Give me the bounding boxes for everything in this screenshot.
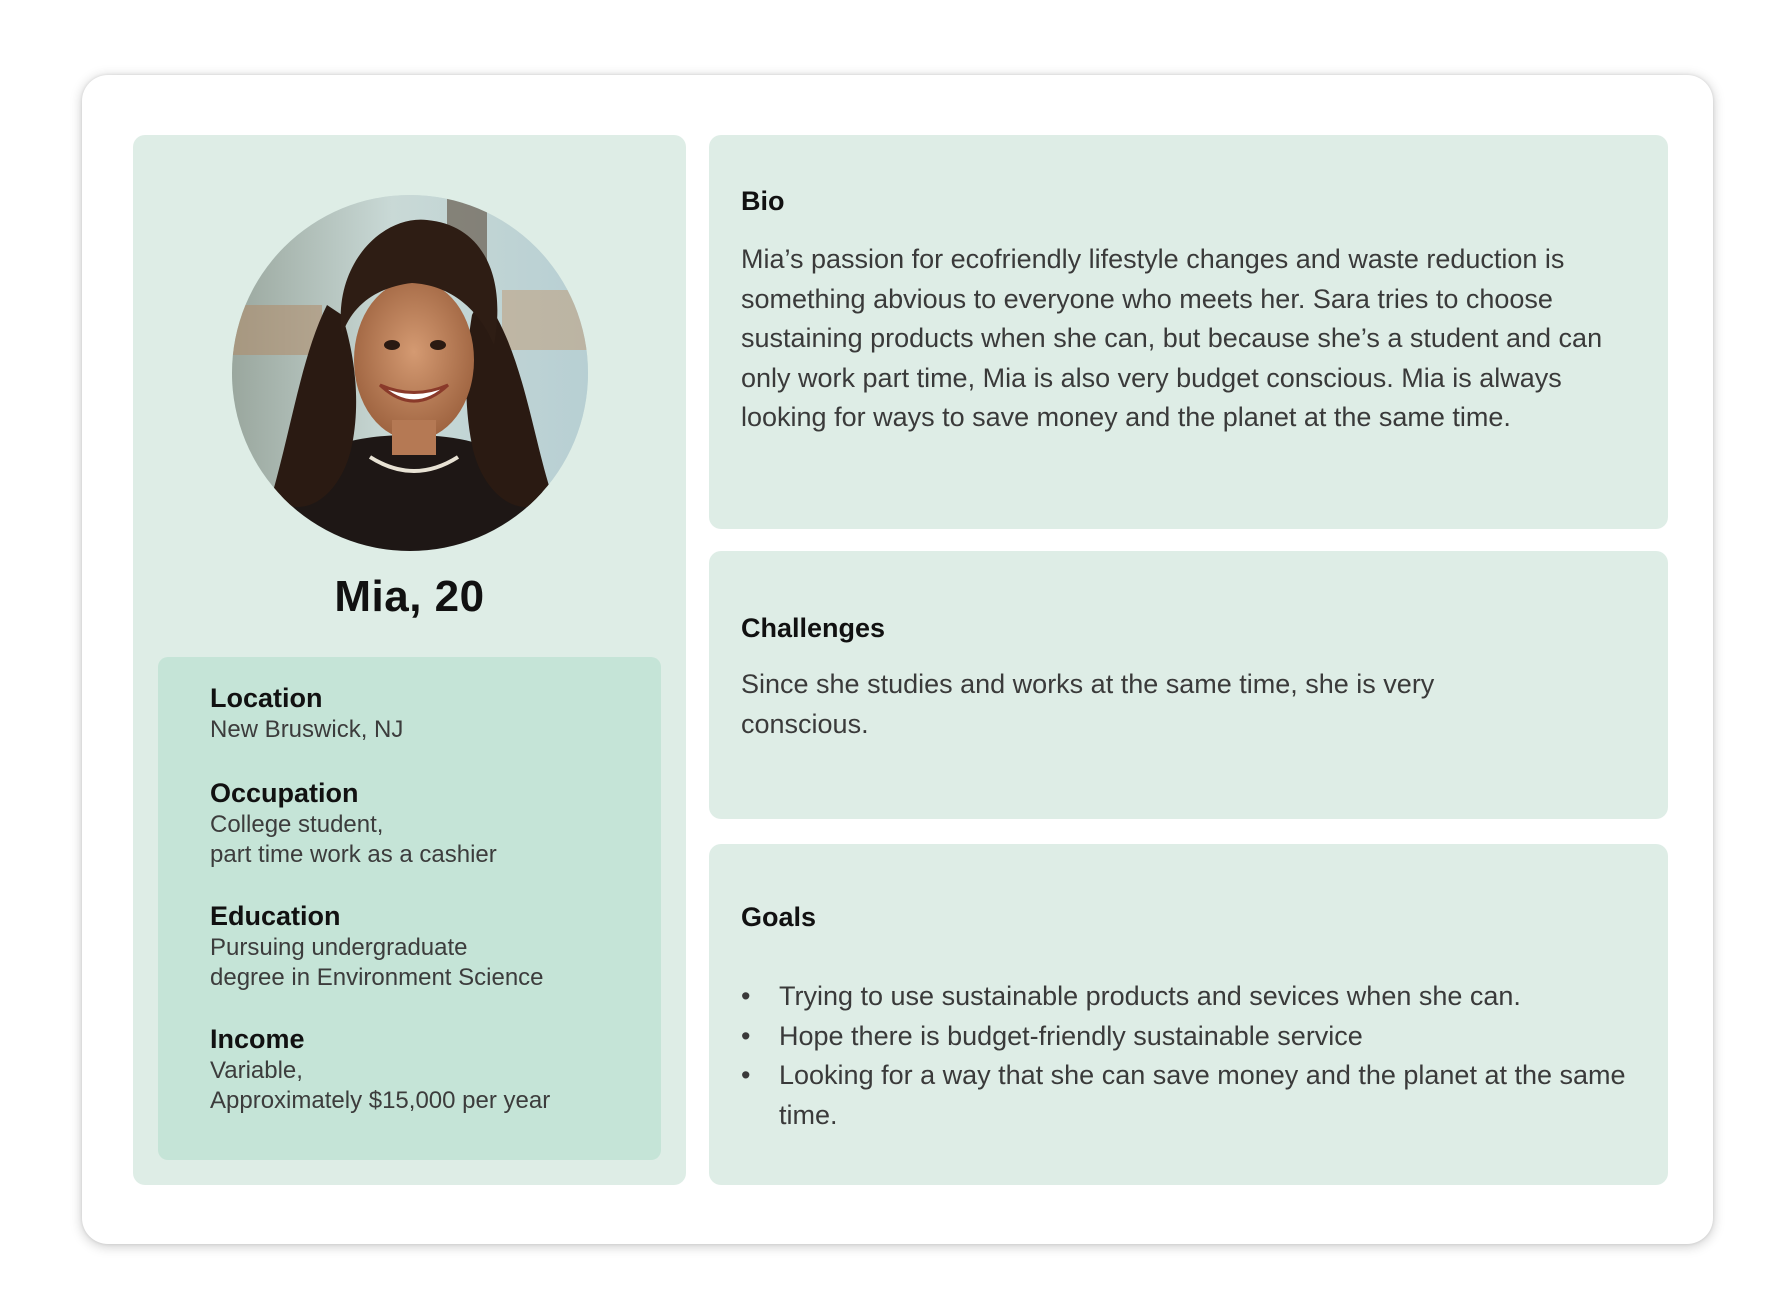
location-value: New Bruswick, NJ [210,716,404,743]
income-value: Variable, Approximately $15,000 per year [210,1057,551,1114]
education-label: Education [210,901,341,931]
bullet-icon: • [741,981,751,1011]
location-item [210,682,403,745]
bio-panel [709,135,1668,529]
occupation-value: College student, part time work as a cashier [210,811,497,868]
goal-text: Looking for a way that she can save money and the planet at the same time. [779,1060,1626,1130]
income-item [210,1023,550,1116]
education-value: Pursuing undergraduate degree in Environment Science [210,934,544,991]
occupation-item [210,777,497,870]
persona-name: Mia, 20 [334,572,485,621]
goals-panel [709,844,1668,1185]
income-label: Income [210,1024,305,1054]
bullet-icon: • [741,1060,751,1091]
goal-item [741,1017,1641,1057]
education-item [210,900,544,993]
location-label: Location [210,683,323,713]
goal-item [741,1056,1641,1135]
portrait-image [232,195,588,551]
details-box [158,657,661,1160]
challenges-title: Challenges [741,613,886,643]
bio-title: Bio [741,186,785,216]
occupation-label: Occupation [210,778,359,808]
challenges-text: Since she studies and works at the same time, she is very conscious. [741,669,1435,739]
bullet-icon: • [741,1020,751,1051]
goal-text: Hope there is budget-friendly sustainable service [779,1020,1363,1051]
challenges-panel [709,551,1668,819]
goals-list [741,977,1641,1135]
goal-item [741,977,1641,1017]
profile-photo [232,195,588,551]
goal-text: Trying to use sustainable products and sevices when she can. [779,981,1521,1011]
bio-text: Mia’s passion for ecofriendly lifestyle changes and waste reduction is something abvious to everyone who meets her. Sara tries to choose sustaining products when she can, but because she’s a student and can only work part time, Mia is also very budget conscious. Mia is always looking for ways to save money and the planet at the same time. [741,244,1603,433]
goals-title: Goals [741,902,817,932]
